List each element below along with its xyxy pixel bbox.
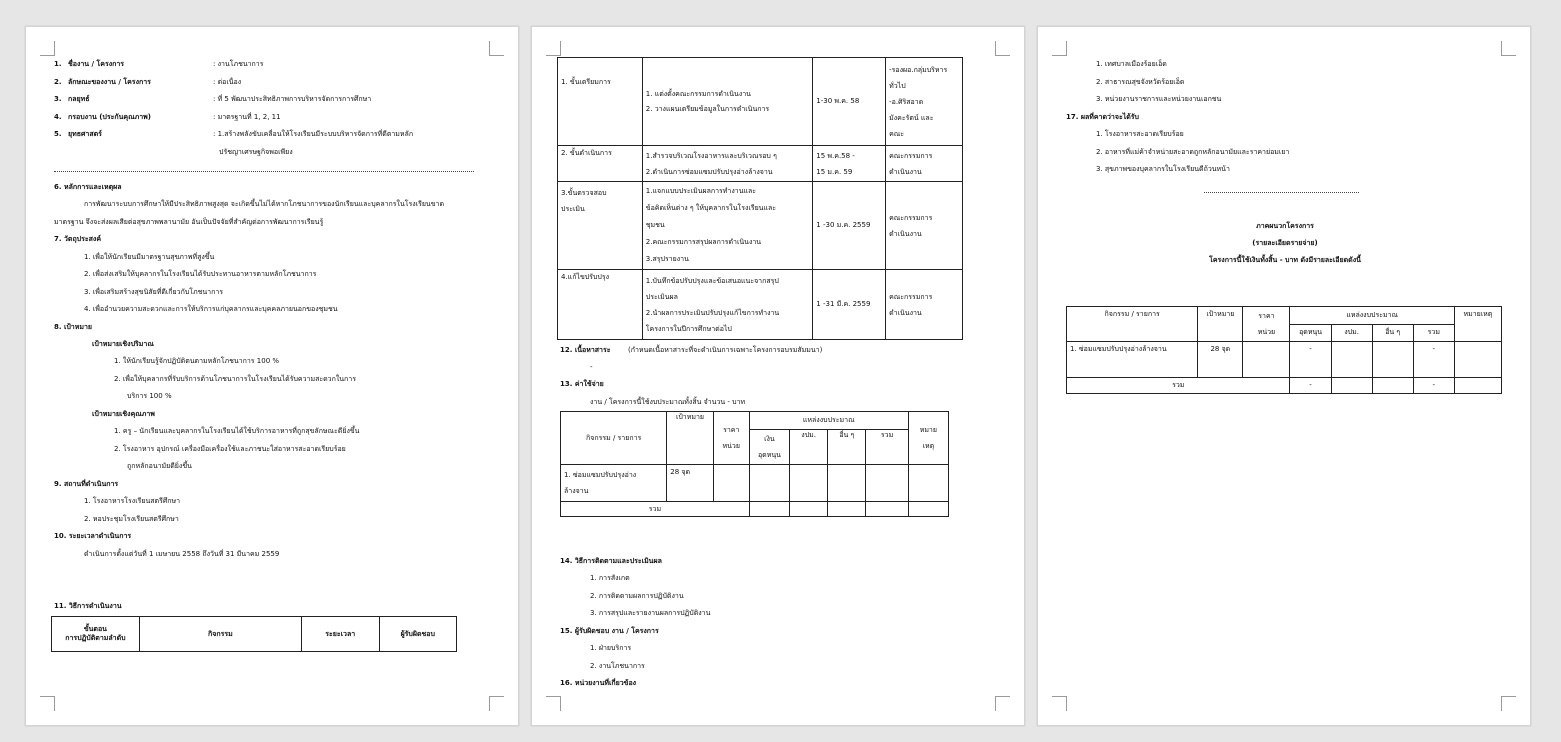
header-cell-budget-source: แหล่งงบประมาณ: [749, 412, 908, 430]
activity-cell: [642, 270, 813, 340]
activity-line: 2. วางแผนเตรียมข้อมูลในการดำเนินการ: [645, 104, 770, 113]
method-table: [557, 57, 963, 340]
table-row: [561, 465, 949, 502]
activity-cell: [642, 58, 813, 146]
activity-line: 3.สรุปรายงาน: [645, 255, 689, 263]
item-value: : 1.สร้างพลังขับเคลื่อนให้โรงเรียนมีระบบบริหารจัดการที่ดีตามหลัก: [213, 130, 414, 138]
empty-cell: [749, 502, 789, 517]
corner-mark: [546, 696, 561, 711]
responsible-line: คณะกรรมการ: [889, 151, 933, 160]
list-item: 4. เพื่ออำนวยความสะดวกและการให้บริการแก่บุคลากรและบุคคลภายนอกของชุมชน: [84, 305, 338, 313]
paragraph-line: ดำเนินการตั้งแต่วันที่ 1 เมษายน 2558 ถึงวันที่ 31 มีนาคม 2559: [84, 550, 280, 558]
total-label-cell: รวม: [561, 502, 750, 517]
item-number: 2.: [54, 78, 62, 86]
activity-line: 1. ซ่อมแซมปรับปรุงอ่าง: [564, 471, 637, 479]
list-item-continued: บริการ 100 %: [127, 392, 172, 400]
empty-cell: [1454, 342, 1501, 378]
empty-cell: [828, 465, 866, 502]
header-cell-subsidy: อุดหนุน: [1290, 324, 1331, 342]
list-item: 2. โรงอาหาร อุปกรณ์ เครื่องมือเครื่องใช้และภาชนะใส่อาหารสะอาดเรียบร้อย: [114, 445, 346, 453]
empty-cell: [908, 465, 948, 502]
step-line: 3.ขั้นตรวจสอบ: [561, 189, 607, 197]
activity-cell: [642, 182, 813, 270]
step-cell: 1. ขั้นเตรียมการ: [558, 58, 643, 146]
activity-line: โครงการในปีการศึกษาต่อไป: [645, 324, 732, 333]
activity-line: ล้างจาน: [564, 487, 589, 495]
appendix-title: ภาคผนวกโครงการ: [1256, 222, 1314, 230]
table-row: [558, 146, 963, 182]
corner-mark: [40, 696, 55, 711]
responsible-cell: [886, 58, 963, 146]
item-label: ลักษณะของงาน / โครงการ: [68, 78, 151, 86]
section-title: 6. หลักการและเหตุผล: [54, 183, 122, 191]
item-label: ยุทธศาสตร์: [68, 130, 102, 138]
activity-cell: [642, 146, 813, 182]
section-title: 15. ผู้รับผิดชอบ งาน / โครงการ: [560, 627, 659, 635]
header-text: หมาย: [919, 426, 937, 434]
header-cell-step: [52, 617, 140, 652]
dotted-separator: [1204, 192, 1359, 193]
responsible-line: คณะ: [889, 129, 905, 138]
item-number: 5.: [54, 130, 62, 138]
list-item: 1. ให้นักเรียนรู้จักปฏิบัติตนตามหลักโภชนาการ 100 %: [114, 357, 280, 365]
header-text: เงิน: [764, 435, 775, 443]
header-cell-activity: กิจกรรม / รายการ: [1067, 307, 1198, 342]
table-total-row: [1067, 378, 1502, 394]
empty-cell: [1331, 378, 1372, 394]
item-value-continued: ปรัชญาเศรษฐกิจพอเพียง: [219, 148, 293, 156]
table-row: [1067, 342, 1502, 378]
duration-line: 15 พ.ค.58 -: [816, 151, 855, 160]
header-cell-other: อื่น ๆ: [1372, 324, 1413, 342]
item-value: : ต่อเนื่อง: [213, 78, 242, 86]
corner-mark: [1501, 41, 1516, 56]
responsible-line: -อ.ศิริสอาด: [889, 97, 924, 106]
empty-cell: [1372, 342, 1413, 378]
empty-cell: [1372, 378, 1413, 394]
subsection-title: เป้าหมายเชิงปริมาณ: [92, 340, 154, 348]
dotted-separator: [54, 171, 474, 172]
header-text: อุดหนุน: [757, 451, 781, 459]
step-line: ประเมิน: [561, 205, 585, 213]
item-number: 3.: [54, 95, 62, 103]
list-item: 2. การติดตามผลการปฏิบัติงาน: [590, 592, 684, 600]
header-cell-budget: งปม.: [790, 430, 828, 465]
target-cell: 28 จุด: [1198, 342, 1243, 378]
table-total-row: [561, 502, 949, 517]
corner-mark: [995, 41, 1010, 56]
empty-cell: [866, 465, 908, 502]
method-table-header: [51, 616, 457, 652]
list-item: 1. เทศบาลเมืองร้อยเอ็ด: [1096, 60, 1167, 68]
duration-cell: [813, 146, 886, 182]
subsidy-cell: -: [1290, 378, 1331, 394]
list-item: 2. เพื่อส่งเสริมให้บุคลากรในโรงเรียนได้รับประทานอาหารตามหลักโภชนาการ: [84, 270, 317, 278]
responsible-cell: [886, 270, 963, 340]
duration-cell: 1 -31 มี.ค. 2559: [813, 270, 886, 340]
list-item: 3. เพื่อเสริมสร้างสุขนิสัยที่ดีเกี่ยวกับโภชนาการ: [84, 288, 224, 296]
subsection-title: เป้าหมายเชิงคุณภาพ: [92, 410, 155, 418]
header-cell-price: [1243, 307, 1290, 342]
header-cell-subsidy: [749, 430, 789, 465]
empty-cell: [828, 502, 866, 517]
content-dash: -: [590, 363, 593, 371]
activity-line: ข้อคิดเห็นต่าง ๆ ให้บุคลากรในโรงเรียนและ: [645, 204, 777, 212]
header-cell-budget-source: แหล่งงบประมาณ: [1290, 307, 1454, 325]
section-title: 11. วิธีการดำเนินงาน: [54, 602, 122, 610]
header-cell-target: เป้าหมาย: [1198, 307, 1243, 342]
corner-mark: [489, 41, 504, 56]
item-number: 1.: [54, 60, 62, 68]
list-item: 2. อาหารที่แม่ค้าจำหน่ายสะอาดถูกหลักอนามัยและราคาย่อมเยา: [1096, 148, 1290, 156]
list-item: 3. สุขภาพของบุคลากรในโรงเรียนดีถ้วนหน้า: [1096, 165, 1230, 173]
section-title: 16. หน่วยงานที่เกี่ยวข้อง: [560, 679, 637, 687]
header-cell-activity: กิจกรรม: [139, 617, 301, 652]
responsible-cell: [886, 146, 963, 182]
item-value: : มาตรฐานที่ 1, 2, 11: [213, 113, 281, 121]
empty-cell: [1243, 342, 1290, 378]
duration-cell: 1 -30 ม.ค. 2559: [813, 182, 886, 270]
header-cell-budget: งปม.: [1331, 324, 1372, 342]
header-text: ราคา: [723, 426, 740, 434]
responsible-cell: [886, 182, 963, 270]
activity-line: 1.สำรวจบริเวณโรงอาหารและบริเวณรอบ ๆ: [645, 151, 777, 160]
budget-table: [560, 411, 949, 517]
empty-cell: [790, 465, 828, 502]
empty-cell: [713, 465, 749, 502]
list-item-continued: ถูกหลักอนามัยดียิ่งขึ้น: [127, 462, 192, 470]
responsible-line: -รองผอ.กลุ่มบริหาร: [889, 65, 948, 74]
corner-mark: [40, 41, 55, 56]
responsible-line: คณะกรรมการ: [889, 292, 933, 301]
responsible-line: มังคะรัตน์ และ: [889, 113, 934, 122]
table-header-row: [1067, 307, 1502, 325]
list-item: 1. โรงอาหารสะอาดเรียบร้อย: [1096, 130, 1184, 138]
corner-mark: [1052, 696, 1067, 711]
list-item: 2. งานโภชนาการ: [590, 662, 645, 670]
list-item: 2. เพื่อให้บุคลากรที่รับบริการด้านโภชนาการในโรงเรียนได้รับความสะดวกในการ: [114, 375, 356, 383]
item-label: กรอบงาน (ประกันคุณภาพ): [68, 113, 151, 121]
item-label: กลยุทธ์: [68, 95, 90, 103]
corner-mark: [1501, 696, 1516, 711]
header-text: เหตุ: [922, 442, 935, 450]
header-cell-duration: ระยะเวลา: [302, 617, 379, 652]
responsible-line: ดำเนินงาน: [889, 229, 922, 238]
header-cell-note: [908, 412, 948, 465]
section-title: 12. เนื้อหาสาระ: [560, 346, 611, 354]
header-text: การปฏิบัติตามลำดับ: [65, 634, 126, 642]
item-number: 4.: [54, 113, 62, 121]
header-cell-target: เป้าหมาย: [667, 412, 713, 465]
list-item: 3. หน่วยงานราชการและหน่วยงานเอกชน: [1096, 95, 1222, 103]
corner-mark: [995, 696, 1010, 711]
table-row: [558, 182, 963, 270]
header-cell-note: หมายเหตุ: [1454, 307, 1501, 342]
header-cell-sum: รวม: [866, 430, 908, 465]
paragraph-line: มาตรฐาน จึงจะส่งผลเสียต่อสุขภาพพลานามัย อันเป็นปัจจัยที่สำคัญต่อการพัฒนาการเรียนรู้: [54, 218, 324, 226]
item-label: ชื่องาน / โครงการ: [68, 60, 125, 68]
header-text: ราคา: [1258, 312, 1275, 320]
activity-line: 1.บันทึกข้อปรับปรุงและข้อเสนอแนะจากสรุป: [645, 276, 779, 285]
table-header-row: [561, 412, 949, 430]
appendix-subtitle: (รายละเอียดรายจ่าย): [1252, 239, 1318, 247]
table-row: [558, 58, 963, 146]
document-page-1: [25, 26, 519, 726]
section-title: 9. สถานที่ดำเนินการ: [54, 480, 119, 488]
activity-cell: 1. ซ่อมแซมปรับปรุงอ่างล้างจาน: [1067, 342, 1198, 378]
header-text: ขั้นตอน: [83, 625, 107, 633]
header-cell-responsible: ผู้รับผิดชอบ: [379, 617, 457, 652]
list-item: 2. สาธารณสุขจังหวัดร้อยเอ็ด: [1096, 78, 1185, 86]
header-text: หน่วย: [722, 442, 740, 450]
section-title: 13. ค่าใช้จ่าย: [560, 380, 604, 388]
header-cell-sum: รวม: [1413, 324, 1454, 342]
total-label-cell: รวม: [1067, 378, 1290, 394]
responsible-line: ดำเนินงาน: [889, 167, 922, 176]
duration-cell: 1-30 พ.ค. 58: [813, 58, 886, 146]
step-cell: 4.แก้ไขปรับปรุง: [558, 270, 643, 340]
list-item: 1. เพื่อให้นักเรียนมีมาตรฐานสุขภาพที่สูงขึ้น: [84, 253, 215, 261]
section-title: 7. วัตถุประสงค์: [54, 235, 102, 243]
activity-line: ประเมินผล: [645, 292, 678, 301]
header-cell-price: [713, 412, 749, 465]
item-value: : ที่ 5 พัฒนาประสิทธิภาพการบริหารจัดการการศึกษา: [213, 95, 372, 103]
target-cell: 28 จุด: [667, 465, 713, 502]
header-cell-activity: กิจกรรม / รายการ: [561, 412, 667, 465]
activity-cell: [561, 465, 667, 502]
section-title: 8. เป้าหมาย: [54, 323, 92, 331]
corner-mark: [1052, 41, 1067, 56]
appendix-budget-table: [1066, 306, 1502, 394]
empty-cell: [749, 465, 789, 502]
step-cell: 2. ขั้นดำเนินการ: [558, 146, 643, 182]
subsidy-cell: -: [1290, 342, 1331, 378]
list-item: 1. ครู – นักเรียนและบุคลากรในโรงเรียนได้ใช้บริการอาหารที่ถูกสุขลักษณะดียิ่งขึ้น: [114, 427, 360, 435]
empty-cell: [866, 502, 908, 517]
document-page-3: [1037, 26, 1531, 726]
item-value: : งานโภชนาการ: [213, 60, 264, 68]
step-cell: [558, 182, 643, 270]
appendix-summary: โครงการนี้ใช้เงินทั้งสิ้น - บาท ดังมีรายละเอียดดังนี้: [1209, 256, 1361, 264]
empty-cell: [908, 502, 948, 517]
empty-cell: [1331, 342, 1372, 378]
header-cell-other: อื่น ๆ: [828, 430, 866, 465]
paragraph-line: การพัฒนาระบบการศึกษาให้มีประสิทธิภาพสูงสุด จะเกิดขึ้นไม่ได้หากโภชนาการของนักเรียนและบุคลากรในโรงเรียนขาด: [84, 200, 444, 208]
activity-line: 2.ดำเนินการซ่อมแซมปรับปรุงอ่างล้างจาน: [645, 167, 773, 176]
section-title: 17. ผลที่คาดว่าจะได้รับ: [1066, 113, 1139, 121]
responsible-line: คณะกรรมการ: [889, 213, 933, 222]
list-item: 3. การสรุปและรายงานผลการปฏิบัติงาน: [590, 609, 711, 617]
section-note: (กำหนดเนื้อหาสาระที่จะดำเนินการเฉพาะโครงการอบรมสัมมนา): [628, 346, 823, 354]
header-text: หน่วย: [1257, 328, 1276, 336]
corner-mark: [546, 41, 561, 56]
document-page-2: [531, 26, 1025, 726]
table-row: [558, 270, 963, 340]
corner-mark: [489, 696, 504, 711]
list-item: 1. ฝ่ายบริการ: [590, 644, 632, 652]
list-item: 1. โรงอาหารโรงเรียนสตรีศึกษา: [84, 497, 181, 505]
section-title: 10. ระยะเวลาดำเนินการ: [54, 532, 132, 540]
activity-line: 1.แจกแบบประเมินผลการทำงานและ: [645, 187, 757, 195]
empty-cell: [1454, 378, 1501, 394]
sum-cell: -: [1413, 342, 1454, 378]
list-item: 2. หอประชุมโรงเรียนสตรีศึกษา: [84, 515, 179, 523]
sum-cell: -: [1413, 378, 1454, 394]
empty-cell: [790, 502, 828, 517]
list-item: 1. การสังเกต: [590, 574, 630, 582]
activity-line: 2.นำผลการประเมินปรับปรุงแก้ไขการทำงาน: [645, 308, 780, 317]
section-title: 14. วิธีการติดตามและประเมินผล: [560, 557, 662, 565]
activity-line: 1. แต่งตั้งคณะกรรมการดำเนินงาน: [645, 89, 751, 98]
activity-line: ชุมชน: [645, 221, 665, 229]
responsible-line: ดำเนินงาน: [889, 308, 922, 317]
responsible-line: ทั่วไป: [889, 81, 906, 90]
duration-line: 15 ม.ค. 59: [816, 167, 853, 176]
activity-line: 2.คณะกรรมการสรุปผลการดำเนินงาน: [645, 238, 762, 246]
paragraph-line: งาน / โครงการนี้ใช้งบประมาณทั้งสิ้น จำนวน - บาท: [590, 398, 746, 406]
